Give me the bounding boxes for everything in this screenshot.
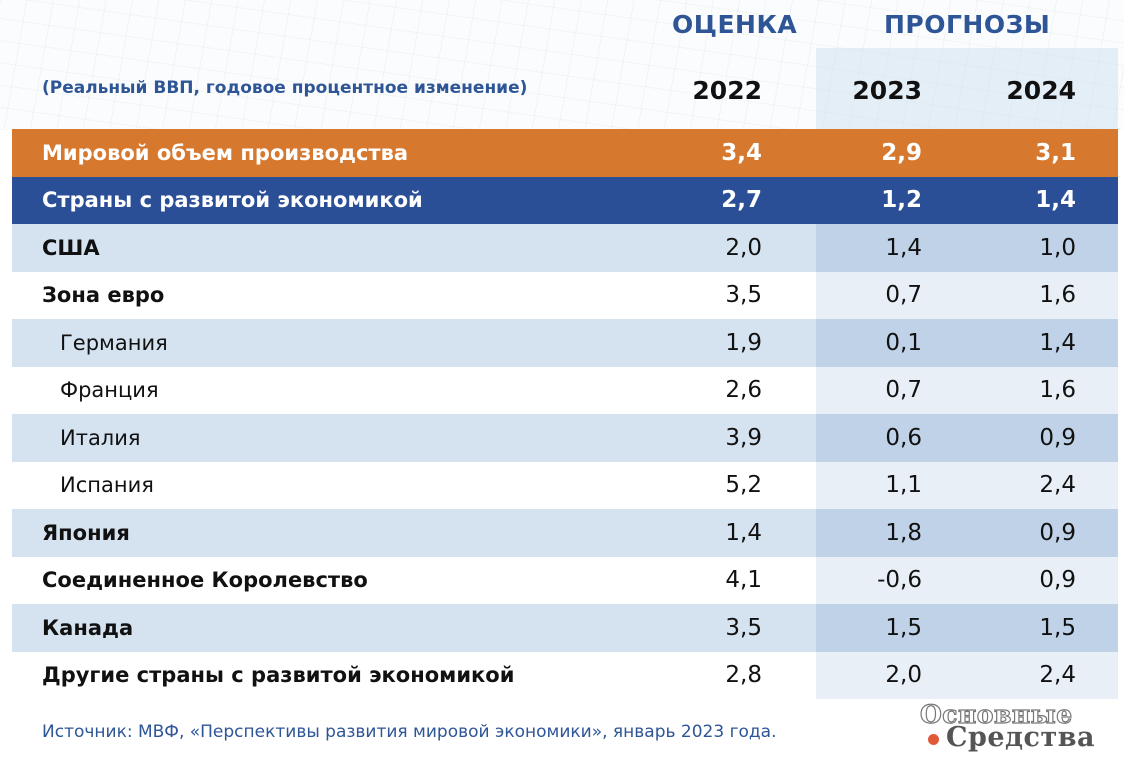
value-2024: 2,4 <box>1039 472 1076 499</box>
value-2023: -0,6 <box>877 567 922 594</box>
value-2023: 1,4 <box>885 234 922 261</box>
logo-line1: Основные <box>920 700 1073 729</box>
value-2024: 0,9 <box>1039 519 1076 546</box>
value-2022: 4,1 <box>725 567 762 594</box>
value-2022: 2,7 <box>721 187 762 214</box>
value-2022: 2,8 <box>725 662 762 689</box>
publisher-logo <box>920 700 1120 756</box>
row-label: Испания <box>60 473 154 498</box>
value-2024: 2,4 <box>1039 662 1076 689</box>
table-row <box>12 319 1118 367</box>
value-2024: 0,9 <box>1039 567 1076 594</box>
forecast-label: ПРОГНОЗЫ <box>884 10 1051 39</box>
table-row <box>12 462 1118 510</box>
table-row <box>12 129 1118 177</box>
row-label: Канада <box>42 615 134 640</box>
row-label: Другие страны с развитой экономикой <box>42 663 515 688</box>
value-2023: 0,7 <box>885 282 922 309</box>
value-2022: 1,4 <box>725 519 762 546</box>
logo-dot-icon <box>928 734 939 745</box>
value-2023: 1,2 <box>881 187 922 214</box>
table-row <box>12 272 1118 320</box>
table-row <box>12 509 1118 557</box>
value-2023: 1,5 <box>885 614 922 641</box>
value-2022: 3,4 <box>721 139 762 166</box>
table-row <box>12 414 1118 462</box>
value-2023: 0,7 <box>885 377 922 404</box>
row-label: Зона евро <box>42 283 165 308</box>
table-row <box>12 557 1118 605</box>
value-2024: 1,6 <box>1039 377 1076 404</box>
year-2022-header: 2022 <box>692 76 762 105</box>
row-label: Мировой объем производства <box>42 140 409 165</box>
year-2024-header: 2024 <box>1006 76 1076 105</box>
source-note: Источник: МВФ, «Перспективы развития мировой экономики», январь 2023 года. <box>42 722 777 742</box>
table-row <box>12 367 1118 415</box>
value-2022: 5,2 <box>725 472 762 499</box>
value-2022: 2,0 <box>725 234 762 261</box>
row-label: США <box>42 235 100 260</box>
value-2022: 2,6 <box>725 377 762 404</box>
row-label: Япония <box>42 520 130 545</box>
table-row <box>12 224 1118 272</box>
value-2023: 0,6 <box>885 424 922 451</box>
row-label: Германия <box>60 330 168 355</box>
year-2023-header: 2023 <box>852 76 922 105</box>
value-2024: 1,5 <box>1039 614 1076 641</box>
value-2023: 2,9 <box>881 139 922 166</box>
value-2024: 1,6 <box>1039 282 1076 309</box>
table-subtitle: (Реальный ВВП, годовое процентное изменение) <box>42 78 528 98</box>
value-2024: 1,4 <box>1035 187 1076 214</box>
value-2024: 0,9 <box>1039 424 1076 451</box>
table-row <box>12 604 1118 652</box>
value-2023: 0,1 <box>885 329 922 356</box>
table-row <box>12 177 1118 225</box>
estimate-label: ОЦЕНКА <box>672 10 798 39</box>
value-2024: 3,1 <box>1035 139 1076 166</box>
value-2022: 1,9 <box>725 329 762 356</box>
row-label: Франция <box>60 378 159 403</box>
value-2023: 2,0 <box>885 662 922 689</box>
logo-line2: Средства <box>946 722 1095 753</box>
gdp-table <box>12 129 1118 699</box>
table-row <box>12 652 1118 700</box>
value-2022: 3,5 <box>725 614 762 641</box>
value-2023: 1,1 <box>885 472 922 499</box>
row-label: Страны с развитой экономикой <box>42 188 423 213</box>
value-2022: 3,9 <box>725 424 762 451</box>
value-2022: 3,5 <box>725 282 762 309</box>
row-label: Соединенное Королевство <box>42 568 368 593</box>
row-label: Италия <box>60 425 141 450</box>
value-2024: 1,4 <box>1039 329 1076 356</box>
value-2024: 1,0 <box>1039 234 1076 261</box>
value-2023: 1,8 <box>885 519 922 546</box>
